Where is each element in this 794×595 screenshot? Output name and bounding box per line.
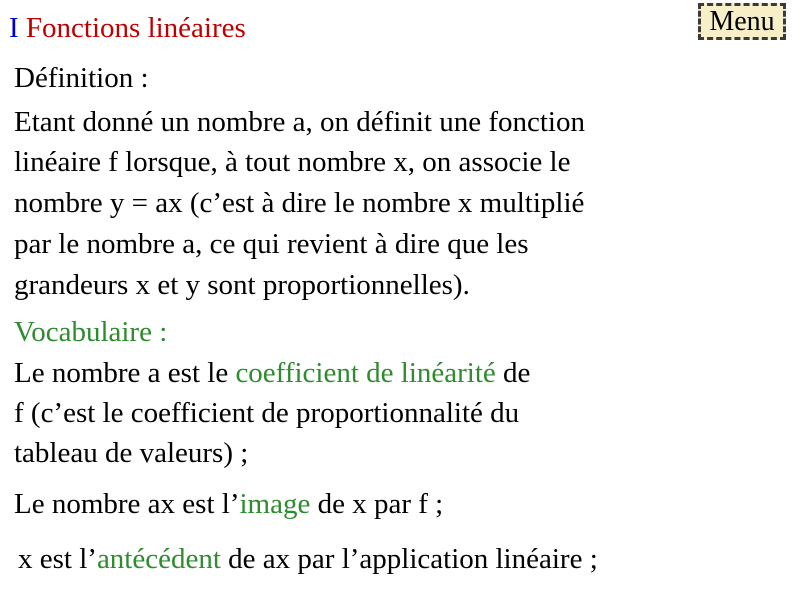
section-numeral: I: [9, 12, 19, 44]
page-title: [9, 14, 246, 43]
definition-line: Etant donné un nombre a, on définit une fonction: [14, 106, 585, 138]
image-prefix: Le nombre ax est l’: [14, 488, 240, 520]
antecedent-line: [18, 545, 598, 574]
antecedent-prefix: x est l’: [18, 543, 97, 575]
coefficient-prefix: Le nombre a est le: [14, 357, 236, 389]
coefficient-line-2: f (c’est le coefficient de proportionnalité du: [14, 397, 520, 429]
definition-heading: Définition :: [14, 62, 149, 94]
title-text: Fonctions linéaires: [25, 12, 246, 44]
coefficient-line: [14, 359, 530, 388]
coefficient-line-3: tableau de valeurs) ;: [14, 437, 249, 469]
definition-line: grandeurs x et y sont proportionnelles).: [14, 269, 470, 301]
definition-line: par le nombre a, ce qui revient à dire que les: [14, 228, 529, 260]
coefficient-term: coefficient de linéarité: [235, 357, 496, 389]
coefficient-suffix: de: [495, 357, 531, 389]
vocabulary-heading: Vocabulaire :: [14, 316, 168, 348]
definition-line: linéaire f lorsque, à tout nombre x, on associe le: [14, 146, 571, 178]
menu-button[interactable]: Menu: [698, 3, 786, 40]
definition-line: nombre y = ax (c’est à dire le nombre x multiplié: [14, 187, 585, 219]
image-line: [14, 490, 443, 519]
image-suffix: de x par f ;: [310, 488, 444, 520]
antecedent-term: antécédent: [96, 543, 221, 575]
image-term: image: [239, 488, 311, 520]
antecedent-suffix: de ax par l’application linéaire ;: [220, 543, 598, 575]
